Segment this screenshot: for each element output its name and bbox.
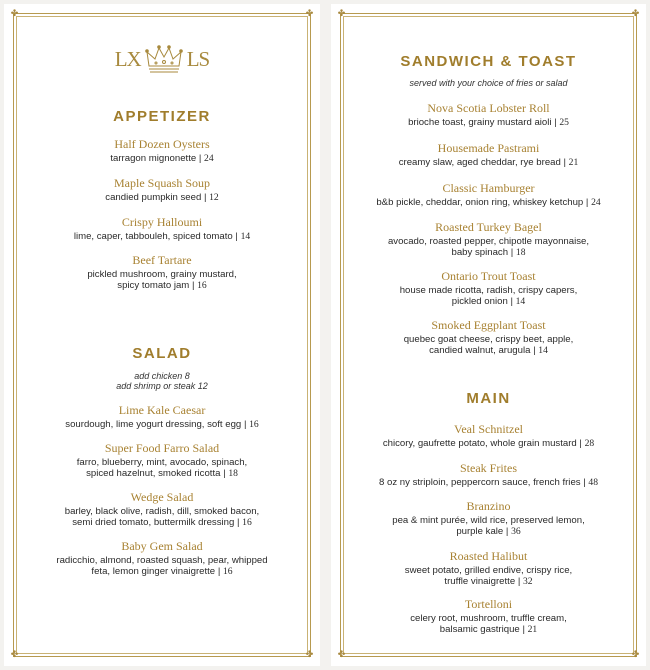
item-description: pickled mushroom, grainy mustard, spicy tomato jam | 16 — [87, 269, 237, 291]
item-description: sweet potato, grilled endive, crispy rice, truffle vinaigrette | 32 — [404, 565, 573, 587]
item-description: b&b pickle, cheddar, onion ring, whiskey ketchup | 24 — [376, 197, 601, 208]
item-name: Smoked Eggplant Toast — [431, 318, 546, 332]
sandwich-side-note: served with your choice of fries or salad — [409, 78, 568, 88]
item-name: Housemade Pastrami — [437, 141, 540, 155]
logo-letters-left: LX — [114, 46, 141, 71]
corner-ornament-icon: ✤ — [631, 650, 640, 660]
corner-ornament-icon: ✤ — [337, 9, 346, 19]
item-price: 14 — [240, 231, 251, 242]
item-description: house made ricotta, radish, crispy capers, pickled onion | 14 — [399, 285, 578, 307]
right-menu-panel — [331, 4, 646, 666]
item-name: Ontario Trout Toast — [441, 269, 536, 283]
section-title-salad: SALAD — [132, 345, 192, 362]
item-name: Branzino — [466, 499, 511, 513]
item-description: chicory, gaufrette potato, whole grain mustard | 28 — [382, 438, 595, 449]
menu-item — [4, 176, 320, 203]
menu-item — [4, 403, 320, 430]
item-name: Nova Scotia Lobster Roll — [427, 101, 550, 115]
item-name: Beef Tartare — [132, 253, 192, 267]
menu-item — [331, 141, 646, 168]
menu-item — [331, 101, 646, 128]
item-description: pea & mint purée, wild rice, preserved lemon, purple kale | 36 — [392, 515, 585, 537]
item-description: celery root, mushroom, truffle cream, balsamic gastrique | 21 — [410, 613, 567, 635]
item-price: 18 — [515, 247, 526, 258]
item-name: Super Food Farro Salad — [104, 441, 220, 455]
item-description: lime, caper, tabbouleh, spiced tomato | 14 — [73, 231, 251, 242]
menu-item — [331, 549, 646, 587]
menu-item — [4, 441, 320, 479]
item-description: radicchio, almond, roasted squash, pear, whipped feta, lemon ginger vinaigrette | 16 — [56, 555, 268, 577]
menu-item — [4, 539, 320, 577]
item-name: Lime Kale Caesar — [118, 403, 206, 417]
item-price: 48 — [588, 477, 598, 488]
item-name: Baby Gem Salad — [121, 539, 203, 553]
corner-ornament-icon: ✤ — [10, 9, 19, 19]
section-title-sandwich: SANDWICH & TOAST — [400, 53, 577, 70]
corner-ornament-icon: ✤ — [305, 650, 314, 660]
section-title-main: MAIN — [466, 390, 511, 407]
item-description: barley, black olive, radish, dill, smoked bacon, semi dried tomato, buttermilk dressing | 16 — [64, 506, 260, 528]
item-price: 25 — [559, 117, 569, 128]
item-description: farro, blueberry, mint, avocado, spinach, spiced hazelnut, smoked ricotta | 18 — [76, 457, 248, 479]
item-name: Classic Hamburger — [442, 181, 535, 195]
item-price: 12 — [209, 192, 219, 203]
item-description: tarragon mignonette | 24 — [110, 153, 214, 164]
menu-item — [331, 220, 646, 258]
menu-item — [4, 490, 320, 528]
item-description: avocado, roasted pepper, chipotle mayonnaise, baby spinach | 18 — [387, 236, 590, 258]
item-price: 16 — [197, 280, 207, 291]
item-price: 16 — [249, 419, 259, 430]
section-title-appetizer: APPETIZER — [113, 108, 211, 125]
item-name: Tortelloni — [464, 597, 513, 611]
crown-icon — [145, 44, 183, 74]
item-price: 24 — [204, 153, 214, 164]
menu-item — [4, 137, 320, 164]
menu-item — [4, 215, 320, 242]
item-price: 28 — [584, 438, 595, 449]
item-description: sourdough, lime yogurt dressing, soft egg | 16 — [65, 419, 259, 430]
item-price: 21 — [527, 624, 538, 635]
menu-item — [331, 181, 646, 208]
item-name: Roasted Halibut — [449, 549, 528, 563]
menu-item — [331, 499, 646, 537]
menu-item — [331, 269, 646, 307]
logo-letters-right: LS — [186, 46, 210, 71]
corner-ornament-icon: ✤ — [305, 9, 314, 19]
corner-ornament-icon: ✤ — [337, 650, 346, 660]
item-price: 18 — [228, 468, 238, 479]
item-price: 24 — [591, 197, 601, 208]
menu-item — [331, 597, 646, 635]
item-name: Half Dozen Oysters — [114, 137, 210, 151]
restaurant-logo — [4, 44, 320, 74]
item-price: 21 — [568, 157, 579, 168]
item-price: 14 — [515, 296, 526, 307]
left-menu-panel — [4, 4, 320, 666]
item-price: 16 — [222, 566, 233, 577]
item-description: candied pumpkin seed | 12 — [105, 192, 219, 203]
menu-item — [331, 318, 646, 356]
menu-item — [331, 461, 646, 488]
item-name: Wedge Salad — [130, 490, 194, 504]
item-name: Maple Squash Soup — [114, 176, 210, 190]
item-price: 36 — [511, 526, 521, 537]
item-description: 8 oz ny striploin, peppercorn sauce, french fries | 48 — [379, 477, 598, 488]
item-name: Veal Schnitzel — [454, 422, 523, 436]
item-description: quebec goat cheese, crispy beet, apple, candied walnut, arugula | 14 — [403, 334, 574, 356]
item-name: Steak Frites — [460, 461, 517, 475]
salad-addon-note: add chicken 8 add shrimp or steak 12 — [116, 371, 208, 391]
corner-ornament-icon: ✤ — [631, 9, 640, 19]
item-price: 14 — [538, 345, 548, 356]
corner-ornament-icon: ✤ — [10, 650, 19, 660]
item-price: 32 — [522, 576, 533, 587]
menu-item — [4, 253, 320, 291]
item-name: Roasted Turkey Bagel — [435, 220, 542, 234]
item-description: brioche toast, grainy mustard aioli | 25 — [408, 117, 569, 128]
item-description: creamy slaw, aged cheddar, rye bread | 21 — [398, 157, 579, 168]
menu-item — [331, 422, 646, 449]
item-name: Crispy Halloumi — [121, 215, 203, 229]
item-price: 16 — [242, 517, 252, 528]
